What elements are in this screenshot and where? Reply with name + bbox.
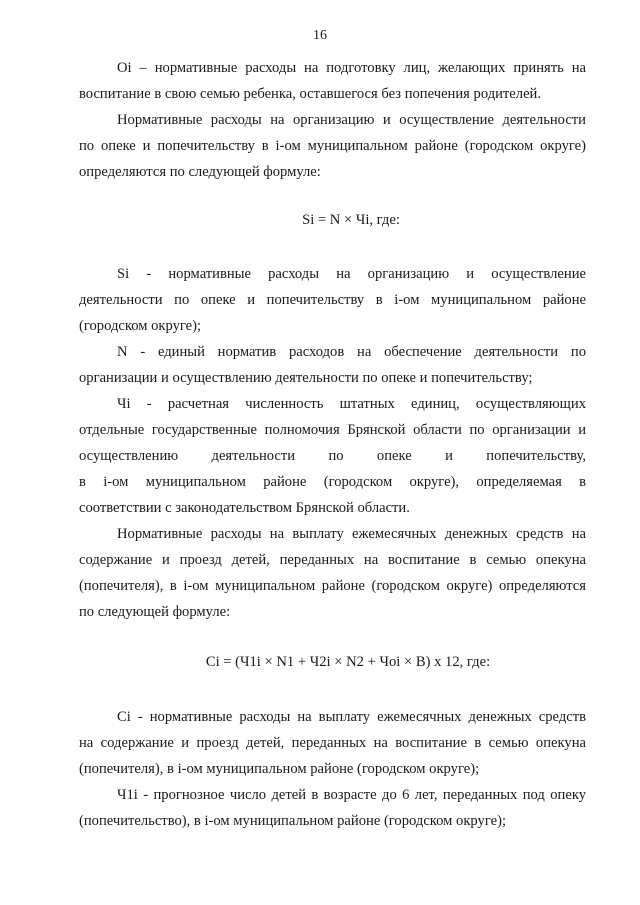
text-line: отдельные государственные полномочия Брянской области по организации и <box>79 422 586 438</box>
text-line: N - единый норматив расходов на обеспечение деятельности по <box>117 344 586 360</box>
text-line: содержание и проезд детей, переданных на воспитание в семью опекуна <box>79 552 586 568</box>
text-line: организации и осуществлению деятельности по опеке и попечительству; <box>79 370 533 386</box>
text-line: Нормативные расходы на выплату ежемесячных денежных средств на <box>117 526 586 542</box>
formula-ci: Ci = (Ч1i × N1 + Ч2i × N2 + Чоi × B) х 12, где: <box>205 654 491 670</box>
text-line: Нормативные расходы на организацию и осуществление деятельности <box>117 112 586 128</box>
page-number: 16 <box>313 28 327 43</box>
text-line: по следующей формуле: <box>79 604 231 620</box>
formula-si: Si = N × Чi, где: <box>302 212 400 228</box>
text-line: на содержание и проезд детей, переданных на воспитание в семью опекуна <box>79 735 586 751</box>
text-line: определяются по следующей формуле: <box>79 164 321 180</box>
text-line: Ci - нормативные расходы на выплату ежемесячных денежных средств <box>117 709 586 725</box>
text-line: Чi - расчетная численность штатных единиц, осуществляющих <box>117 396 586 412</box>
text-line: Ч1i - прогнозное число детей в возрасте до 6 лет, переданных под опеку <box>117 787 586 803</box>
text-line: (попечителя), в i-ом муниципальном районе (городском округе); <box>79 761 480 777</box>
text-line: (попечителя), в i-ом муниципальном районе (городском округе) определяются <box>79 578 586 594</box>
text-line: Si - нормативные расходы на организацию и осуществление <box>117 266 586 282</box>
text-line: деятельности по опеке и попечительству в i-ом муниципальном районе <box>79 292 586 308</box>
text-line: Oi – нормативные расходы на подготовку лиц, желающих принять на <box>117 60 586 76</box>
text-line: (попечительство), в i-ом муниципальном районе (городском округе); <box>79 813 507 829</box>
text-line: воспитание в свою семью ребенка, оставшегося без попечения родителей. <box>79 86 542 102</box>
text-line: в i-ом муниципальном районе (городском округе), определяемая в <box>79 474 586 490</box>
text-line: (городском округе); <box>79 318 202 334</box>
text-line: по опеке и попечительству в i-ом муниципальном районе (городском округе) <box>79 138 586 154</box>
text-line: соответствии с законодательством Брянской области. <box>79 500 410 516</box>
text-line: осуществлению деятельности по опеке и попечительству, <box>79 448 586 464</box>
